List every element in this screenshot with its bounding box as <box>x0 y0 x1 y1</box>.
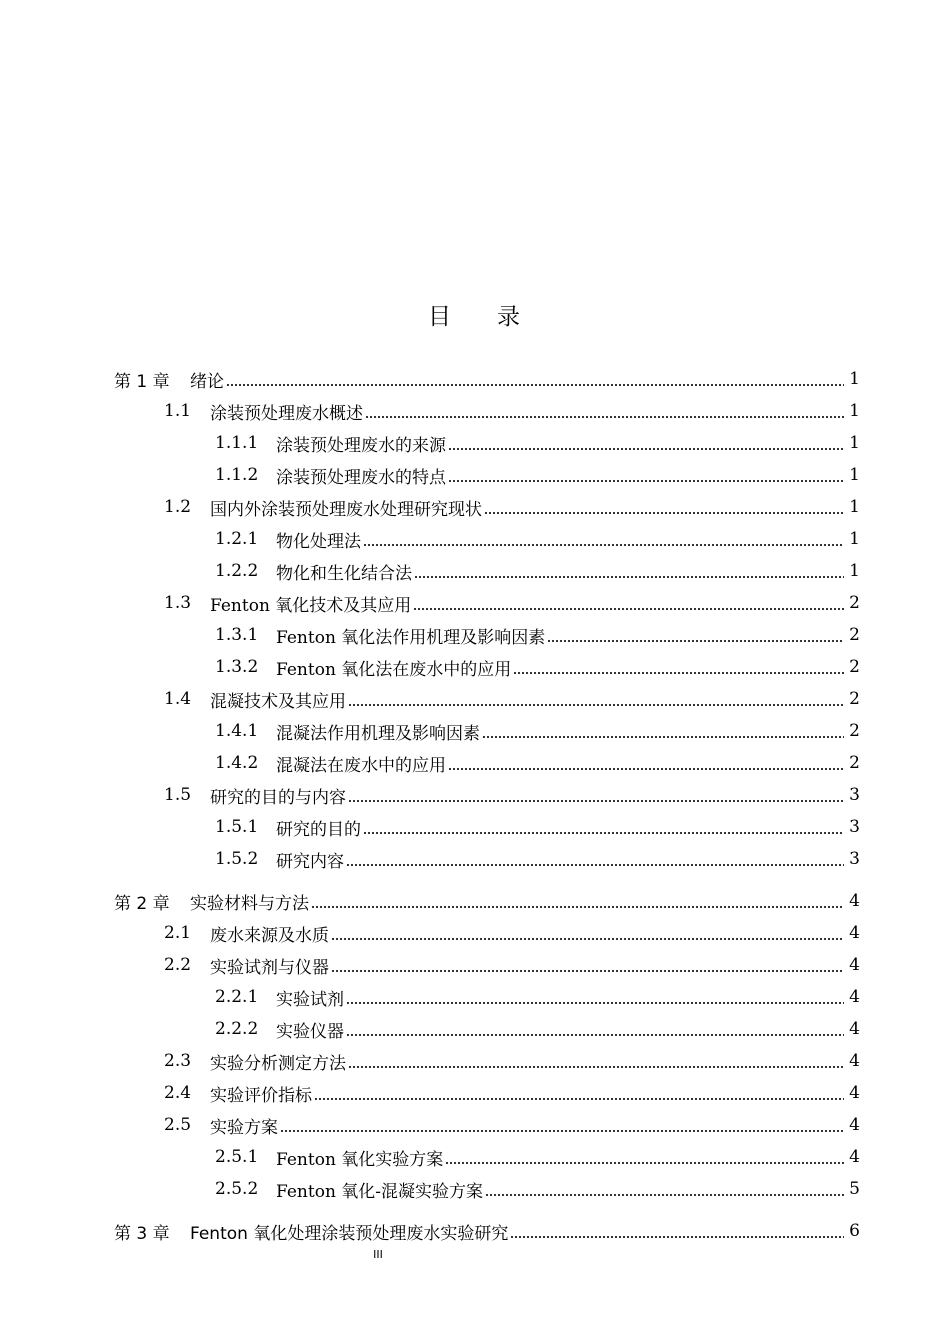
toc-subsection-entry[interactable] <box>0 1013 950 1045</box>
toc-entry-number: 2.5 <box>164 1115 192 1135</box>
toc-entry-page: 2 <box>849 625 860 645</box>
toc-title-char-1: 目 <box>428 304 453 330</box>
toc-entry-page: 3 <box>849 817 860 837</box>
toc-entry-number: 1.4.1 <box>215 721 259 741</box>
toc-dot-leader <box>445 1162 844 1164</box>
toc-dot-leader <box>547 640 844 642</box>
toc-entry-label: Fenton 氧化法在废水中的应用 <box>276 659 512 680</box>
toc-entry-label: 研究的目的与内容 <box>210 787 346 808</box>
toc-dot-leader <box>482 736 844 738</box>
page-number-footer: III <box>373 1248 383 1261</box>
toc-entry-label: Fenton 氧化实验方案 <box>276 1149 444 1170</box>
toc-entry-number: 第 1 章 <box>114 371 170 392</box>
toc-entry-page: 4 <box>849 955 860 975</box>
toc-entry-label: Fenton 氧化技术及其应用 <box>210 595 412 616</box>
toc-dot-leader <box>348 704 844 706</box>
toc-subsection-entry[interactable] <box>0 747 950 779</box>
toc-entry-number: 2.5.1 <box>215 1147 259 1167</box>
toc-section-entry[interactable] <box>0 917 950 949</box>
toc-subsection-entry[interactable] <box>0 1141 950 1173</box>
toc-entry-number: 2.1 <box>164 923 192 943</box>
toc-entry-page: 2 <box>849 689 860 709</box>
toc-dot-leader <box>413 608 844 610</box>
toc-entry-page: 6 <box>849 1221 860 1241</box>
toc-section-entry[interactable] <box>0 683 950 715</box>
toc-entry-label: 实验材料与方法 <box>190 893 309 914</box>
toc-entry-page: 4 <box>849 1019 860 1039</box>
toc-dot-leader <box>448 480 844 482</box>
toc-entry-number: 1.5.2 <box>215 849 259 869</box>
toc-entry-page: 4 <box>849 1147 860 1167</box>
toc-entry-page: 2 <box>849 657 860 677</box>
toc-entry-label: 实验方案 <box>210 1117 278 1138</box>
toc-dot-leader <box>484 512 844 514</box>
toc-subsection-entry[interactable] <box>0 619 950 651</box>
toc-entry-number: 2.2.2 <box>215 1019 259 1039</box>
toc-section-entry[interactable] <box>0 949 950 981</box>
toc-entry-number: 1.2.2 <box>215 561 259 581</box>
toc-title <box>0 298 950 331</box>
toc-entry-number: 1.5.1 <box>215 817 259 837</box>
toc-entry-label: 实验分析测定方法 <box>210 1053 346 1074</box>
toc-entry-label: 混凝法在废水中的应用 <box>276 755 446 776</box>
toc-entry-page: 4 <box>849 891 860 911</box>
toc-dot-leader <box>448 768 844 770</box>
toc-dot-leader <box>448 448 844 450</box>
toc-entry-label: 实验仪器 <box>276 1021 344 1042</box>
toc-entry-label: 涂装预处理废水概述 <box>210 403 363 424</box>
toc-dot-leader <box>414 576 844 578</box>
toc-chapter-entry[interactable] <box>0 1215 950 1247</box>
toc-entry-page: 1 <box>849 433 860 453</box>
toc-subsection-entry[interactable] <box>0 427 950 459</box>
toc-entry-label: Fenton 氧化法作用机理及影响因素 <box>276 627 546 648</box>
toc-dot-leader <box>365 416 844 418</box>
toc-entry-number: 1.2.1 <box>215 529 259 549</box>
toc-entry-label: 国内外涂装预处理废水处理研究现状 <box>210 499 482 520</box>
toc-entry-number: 1.3.2 <box>215 657 259 677</box>
toc-entry-number: 2.5.2 <box>215 1179 259 1199</box>
toc-entry-number: 1.3.1 <box>215 625 259 645</box>
toc-entry-label: 涂装预处理废水的来源 <box>276 435 446 456</box>
toc-dot-leader <box>311 906 844 908</box>
toc-section-entry[interactable] <box>0 587 950 619</box>
toc-entry-page: 3 <box>849 849 860 869</box>
toc-entry-page: 2 <box>849 753 860 773</box>
toc-entry-label: 混凝技术及其应用 <box>210 691 346 712</box>
toc-dot-leader <box>280 1130 844 1132</box>
toc-entry-number: 1.1 <box>164 401 192 421</box>
toc-entry-label: 废水来源及水质 <box>210 925 329 946</box>
toc-entry-page: 5 <box>849 1179 860 1199</box>
toc-subsection-entry[interactable] <box>0 523 950 555</box>
toc-dot-leader <box>346 1034 844 1036</box>
toc-entry-label: 研究的目的 <box>276 819 361 840</box>
toc-dot-leader <box>346 864 844 866</box>
toc-section-entry[interactable] <box>0 1077 950 1109</box>
toc-entry-page: 4 <box>849 987 860 1007</box>
toc-dot-leader <box>331 938 844 940</box>
toc-entry-number: 1.1.2 <box>215 465 259 485</box>
toc-subsection-entry[interactable] <box>0 843 950 875</box>
toc-entry-page: 1 <box>849 497 860 517</box>
toc-subsection-entry[interactable] <box>0 981 950 1013</box>
toc-dot-leader <box>226 384 844 386</box>
toc-entry-page: 2 <box>849 721 860 741</box>
toc-entry-number: 2.2.1 <box>215 987 259 1007</box>
toc-entry-number: 1.4.2 <box>215 753 259 773</box>
toc-entry-page: 3 <box>849 785 860 805</box>
toc-subsection-entry[interactable] <box>0 651 950 683</box>
toc-section-entry[interactable] <box>0 1045 950 1077</box>
toc-entry-label: 物化和生化结合法 <box>276 563 412 584</box>
toc-entry-number: 1.4 <box>164 689 192 709</box>
toc-entry-label: 物化处理法 <box>276 531 361 552</box>
toc-entry-label: 实验评价指标 <box>210 1085 312 1106</box>
toc-dot-leader <box>331 970 844 972</box>
toc-entry-page: 2 <box>849 593 860 613</box>
toc-subsection-entry[interactable] <box>0 459 950 491</box>
toc-dot-leader <box>346 1002 844 1004</box>
toc-entry-label: 绪论 <box>190 371 224 392</box>
toc-title-char-2: 录 <box>497 304 522 330</box>
toc-dot-leader <box>363 832 844 834</box>
toc-dot-leader <box>348 800 844 802</box>
toc-entry-number: 1.1.1 <box>215 433 259 453</box>
toc-entry-page: 4 <box>849 1051 860 1071</box>
toc-entry-number: 2.2 <box>164 955 192 975</box>
toc-section-entry[interactable] <box>0 779 950 811</box>
toc-dot-leader <box>510 1236 844 1238</box>
toc-entry-page: 1 <box>849 529 860 549</box>
toc-entry-page: 1 <box>849 561 860 581</box>
toc-dot-leader <box>314 1098 844 1100</box>
toc-dot-leader <box>348 1066 844 1068</box>
toc-section-entry[interactable] <box>0 395 950 427</box>
toc-entry-label: Fenton 氧化-混凝实验方案 <box>276 1181 484 1202</box>
toc-entry-number: 2.3 <box>164 1051 192 1071</box>
toc-chapter-entry[interactable] <box>0 363 950 395</box>
toc-entry-label: Fenton 氧化处理涂装预处理废水实验研究 <box>190 1223 509 1244</box>
toc-dot-leader <box>363 544 844 546</box>
toc-entry-number: 1.5 <box>164 785 192 805</box>
toc-entry-number: 第 2 章 <box>114 893 170 914</box>
toc-entry-number: 1.3 <box>164 593 192 613</box>
toc-section-entry[interactable] <box>0 1109 950 1141</box>
toc-entry-page: 1 <box>849 401 860 421</box>
toc-entry-number: 1.2 <box>164 497 192 517</box>
toc-entry-page: 1 <box>849 465 860 485</box>
toc-entry-number: 第 3 章 <box>114 1223 170 1244</box>
toc-dot-leader <box>513 672 844 674</box>
toc-dot-leader <box>485 1194 844 1196</box>
toc-chapter-entry[interactable] <box>0 885 950 917</box>
toc-entry-page: 1 <box>849 369 860 389</box>
toc-entry-label: 实验试剂与仪器 <box>210 957 329 978</box>
toc-subsection-entry[interactable] <box>0 555 950 587</box>
toc-entry-label: 涂装预处理废水的特点 <box>276 467 446 488</box>
toc-entry-label: 研究内容 <box>276 851 344 872</box>
table-of-contents <box>0 363 950 1247</box>
toc-section-entry[interactable] <box>0 491 950 523</box>
toc-entry-label: 混凝法作用机理及影响因素 <box>276 723 480 744</box>
toc-subsection-entry[interactable] <box>0 715 950 747</box>
toc-subsection-entry[interactable] <box>0 1173 950 1205</box>
toc-entry-page: 4 <box>849 1115 860 1135</box>
toc-entry-page: 4 <box>849 1083 860 1103</box>
toc-entry-number: 2.4 <box>164 1083 192 1103</box>
toc-entry-label: 实验试剂 <box>276 989 344 1010</box>
toc-subsection-entry[interactable] <box>0 811 950 843</box>
toc-entry-page: 4 <box>849 923 860 943</box>
